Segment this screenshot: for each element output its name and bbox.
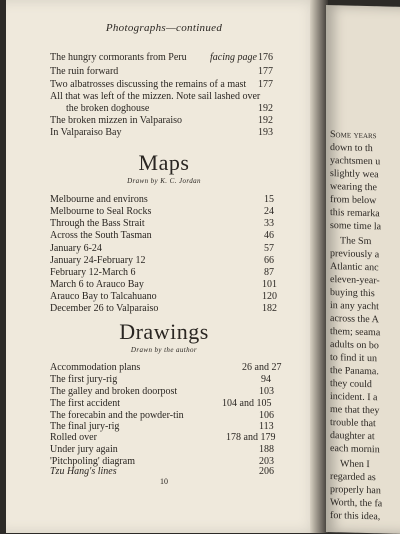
facing-page-line: me that they bbox=[330, 404, 380, 417]
facing-page-line: trouble that bbox=[330, 417, 376, 430]
entry-label: 'Pitchpoling' diagram bbox=[50, 456, 135, 467]
facing-page-line: previously a bbox=[330, 248, 380, 261]
facing-page-line: Some years bbox=[330, 129, 377, 142]
entry-label: Tzu Hang's lines bbox=[50, 466, 117, 477]
facing-page-line: them; seama bbox=[330, 326, 381, 339]
entry-label: January 24-February 12 bbox=[50, 255, 146, 266]
entry-label: Arauco Bay to Talcahuano bbox=[50, 291, 157, 302]
entry-label: Under jury again bbox=[50, 444, 118, 455]
facing-page-line: down to th bbox=[330, 142, 373, 155]
entry-page: 103 bbox=[259, 386, 274, 397]
entry-label-continued: the broken doghouse bbox=[66, 103, 150, 114]
facing-page-line: from below bbox=[330, 194, 377, 207]
entry-label: December 26 to Valparaiso bbox=[50, 303, 159, 314]
maps-credit: Drawn by K. C. Jordan bbox=[127, 177, 201, 185]
entry-label: All that was left of the mizzen. Note sail lashed over bbox=[50, 91, 261, 102]
page-number: 10 bbox=[160, 477, 168, 486]
entry-page: 104 and 105 bbox=[222, 398, 272, 409]
facing-page-line: the Panama. bbox=[330, 365, 379, 378]
entry-page: 57 bbox=[264, 243, 274, 254]
facing-page-line: for this idea, bbox=[330, 510, 381, 523]
entry-label: The galley and broken doorpost bbox=[50, 386, 178, 397]
entry-label: The forecabin and the powder-tin bbox=[50, 410, 184, 421]
facing-page-line: daughter at bbox=[330, 430, 375, 443]
facing-page-label: facing page bbox=[210, 52, 257, 63]
entry-page: 182 bbox=[262, 303, 277, 314]
facing-page-line: regarded as bbox=[330, 471, 376, 484]
left-page bbox=[6, 0, 322, 533]
facing-page-line: Atlantic anc bbox=[330, 261, 379, 274]
entry-page: 206 bbox=[259, 466, 274, 477]
entry-page: 66 bbox=[264, 255, 274, 266]
facing-page-line: eleven-year- bbox=[330, 274, 380, 287]
entry-page: 87 bbox=[264, 267, 274, 278]
entry-page: 193 bbox=[258, 127, 273, 138]
entry-page: 176 bbox=[258, 52, 273, 63]
entry-page: 106 bbox=[259, 410, 274, 421]
entry-label: The ruin forward bbox=[50, 66, 119, 77]
facing-page-line: yachtsmen u bbox=[330, 155, 381, 168]
entry-label: Two albatrosses discussing the remains of a mast bbox=[50, 79, 247, 90]
facing-page-line: each mornin bbox=[330, 443, 380, 456]
entry-page: 192 bbox=[258, 115, 273, 126]
drawings-credit: Drawn by the author bbox=[130, 346, 198, 354]
entry-label: Melbourne and environs bbox=[50, 194, 148, 205]
facing-page-line: buying this bbox=[330, 287, 375, 300]
facing-page-line: properly han bbox=[330, 484, 381, 497]
facing-page-line: The Sm bbox=[340, 235, 372, 248]
entry-label: The hungry cormorants from Peru bbox=[50, 52, 187, 63]
entry-page: 46 bbox=[264, 230, 274, 241]
facing-page-line: wearing the bbox=[330, 181, 377, 194]
entry-label: The first accident bbox=[50, 398, 120, 409]
entry-label: In Valparaiso Bay bbox=[50, 127, 122, 138]
facing-page-line: they could bbox=[330, 378, 372, 391]
entry-page: 177 bbox=[258, 66, 273, 77]
facing-page-line: across the A bbox=[330, 313, 379, 326]
facing-page-line: in any yacht bbox=[330, 300, 379, 313]
entry-page: 101 bbox=[262, 279, 277, 290]
entry-label: Through the Bass Strait bbox=[50, 218, 145, 229]
entry-label: Melbourne to Seal Rocks bbox=[50, 206, 152, 217]
entry-page: 177 bbox=[258, 79, 273, 90]
entry-page: 203 bbox=[259, 456, 274, 467]
photographs-continued-header: Photographs—continued bbox=[105, 22, 223, 34]
entry-label: March 6 to Arauco Bay bbox=[50, 279, 144, 290]
facing-page-line: When I bbox=[340, 458, 370, 471]
entry-page: 24 bbox=[264, 206, 274, 217]
facing-page-line: this remarka bbox=[330, 207, 380, 220]
facing-page-line: slightly wea bbox=[330, 168, 379, 181]
facing-page-line: incident. I a bbox=[330, 391, 378, 404]
entry-label: The first jury-rig bbox=[50, 374, 118, 385]
entry-label: January 6-24 bbox=[50, 243, 102, 254]
entry-page: 120 bbox=[262, 291, 277, 302]
entry-label: Across the South Tasman bbox=[50, 230, 152, 241]
entry-label: Rolled over bbox=[50, 432, 97, 443]
entry-label: The final jury-rig bbox=[50, 421, 120, 432]
entry-label: The broken mizzen in Valparaiso bbox=[50, 115, 182, 126]
entry-page: 192 bbox=[258, 103, 273, 114]
maps-section-title: Maps bbox=[138, 150, 190, 175]
entry-page: 178 and 179 bbox=[226, 432, 276, 443]
facing-page bbox=[326, 5, 400, 534]
entry-page: 15 bbox=[264, 194, 274, 205]
entry-page: 33 bbox=[264, 218, 274, 229]
facing-page-line: to find it un bbox=[330, 352, 377, 365]
entry-label: Accommodation plans bbox=[50, 362, 141, 373]
drawings-section-title: Drawings bbox=[119, 319, 209, 344]
facing-page-line: some time la bbox=[330, 220, 382, 233]
entry-page: 26 and 27 bbox=[242, 362, 282, 373]
entry-label: February 12-March 6 bbox=[50, 267, 136, 278]
facing-page-line: Worth, the fa bbox=[330, 497, 383, 510]
facing-page-line: adults on bo bbox=[330, 339, 379, 352]
entry-page: 188 bbox=[259, 444, 274, 455]
entry-page: 94 bbox=[261, 374, 271, 385]
entry-page: 113 bbox=[259, 421, 274, 432]
